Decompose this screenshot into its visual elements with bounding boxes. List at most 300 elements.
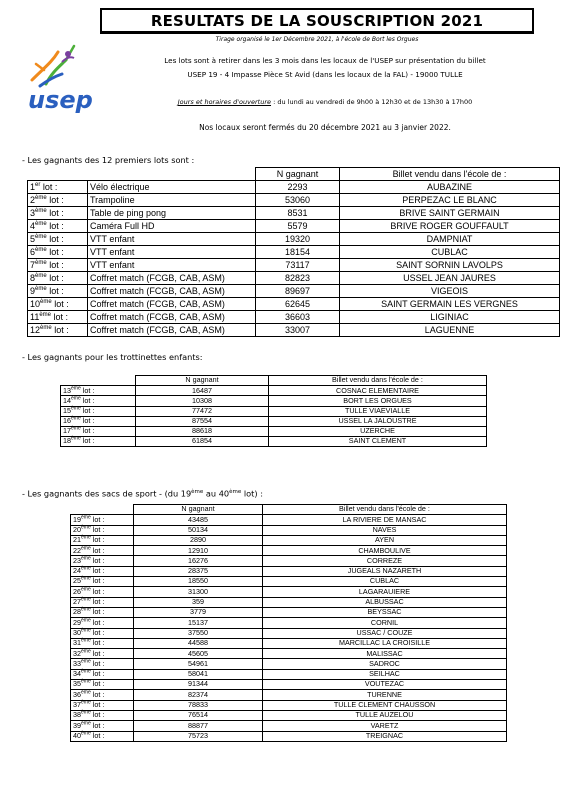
lot-number: 37: [73, 700, 81, 710]
logo-text: usep: [28, 86, 93, 114]
lot-ordinal: ème: [35, 272, 47, 279]
lot-ordinal: ème: [81, 617, 91, 624]
school-name: CUBLAC: [340, 246, 560, 259]
lot-label: [71, 638, 134, 648]
lot-number: 24: [73, 566, 81, 576]
lot-number: 32: [73, 648, 81, 658]
school-name: TULLE AUZELOU: [263, 710, 507, 720]
lot-label: [28, 285, 88, 298]
lot-ordinal: ème: [81, 545, 91, 552]
lot-number: 39: [73, 720, 81, 730]
lot-ordinal: ème: [81, 730, 91, 737]
lot-number: 7: [30, 259, 36, 270]
table-row: [28, 298, 560, 311]
lot-suffix: lot :: [80, 416, 95, 426]
table-row: [71, 597, 507, 607]
school-name: CHAMBOULIVE: [263, 546, 507, 556]
lot-ordinal: ème: [81, 627, 91, 634]
school-name: CUBLAC: [263, 577, 507, 587]
table-header-row: [28, 168, 560, 181]
lot-suffix: lot :: [46, 246, 64, 257]
lot-label: [71, 669, 134, 679]
table-row: [71, 669, 507, 679]
lot-ordinal: ème: [81, 720, 91, 727]
lot-number: 34: [73, 669, 81, 679]
school-name: TULLE VIAEVIALLE: [269, 406, 487, 416]
prize-name: Coffret match (FCGB, CAB, ASM): [88, 285, 256, 298]
lot-ordinal: ème: [35, 220, 47, 227]
school-name: TREIGNAC: [263, 731, 507, 741]
winning-number: 18550: [134, 577, 263, 587]
lot-ordinal: ème: [81, 565, 91, 572]
winning-number: 12910: [134, 546, 263, 556]
lot-number: 5: [30, 233, 36, 244]
lot-label: [71, 577, 134, 587]
lot-number: 17: [63, 426, 71, 436]
winning-number: 37550: [134, 628, 263, 638]
lot-number: 21: [73, 535, 81, 545]
lot-number: 12: [30, 324, 41, 335]
lot-number: 6: [30, 246, 36, 257]
lot-label: [71, 628, 134, 638]
winning-number: 2890: [134, 535, 263, 545]
lot-suffix: lot :: [90, 679, 105, 689]
col-number-header: N gagnant: [136, 376, 269, 386]
school-name: MARCILLAC LA CROISILLE: [263, 638, 507, 648]
prize-name: Trampoline: [88, 194, 256, 207]
col-number-header: N gagnant: [134, 505, 263, 515]
school-name: AYEN: [263, 535, 507, 545]
school-name: VARETZ: [263, 721, 507, 731]
lot-suffix: lot :: [46, 259, 64, 270]
lot-label: [71, 659, 134, 669]
lot-ordinal: ème: [71, 405, 81, 412]
lot-suffix: lot :: [80, 385, 95, 395]
lot-label: [28, 259, 88, 272]
school-name: BORT LES ORGUES: [269, 396, 487, 406]
col-school-header: Billet vendu dans l'école de :: [340, 168, 560, 181]
winning-number: 53060: [256, 194, 340, 207]
school-name: LAGUENNE: [340, 324, 560, 337]
lot-ordinal: ème: [71, 385, 81, 392]
lot-suffix: lot :: [90, 586, 105, 596]
lot-label: [71, 597, 134, 607]
winning-number: 77472: [136, 406, 269, 416]
lot-suffix: lot :: [90, 730, 105, 740]
lot-suffix: lot :: [90, 710, 105, 720]
prize-name: Vélo électrique: [88, 181, 256, 194]
lot-number: 28: [73, 607, 81, 617]
winning-number: 359: [134, 597, 263, 607]
info-address: USEP 19 - 4 Impasse Pièce St Avid (dans les locaux de la FAL) - 19000 TULLE: [187, 70, 463, 79]
col-school-header: Billet vendu dans l'école de :: [269, 376, 487, 386]
lot-suffix: lot :: [46, 194, 64, 205]
lot-ordinal: ème: [71, 415, 81, 422]
prize-name: Table de ping pong: [88, 207, 256, 220]
top-prizes-table: [27, 167, 560, 337]
school-name: VIGEOIS: [340, 285, 560, 298]
lot-number: 15: [63, 405, 71, 415]
prize-name: VTT enfant: [88, 246, 256, 259]
table-header-row: [71, 505, 507, 515]
school-name: TURENNE: [263, 690, 507, 700]
lot-number: 31: [73, 638, 81, 648]
table-row: [71, 690, 507, 700]
lot-suffix: lot :: [90, 514, 105, 524]
sports-bags-table: [70, 504, 507, 742]
info-hours-text: : du lundi au vendredi de 9h00 à 12h30 et de 13h30 à 17h00: [271, 98, 473, 106]
winning-number: 88618: [136, 426, 269, 436]
school-name: SAINT SORNIN LAVOLPS: [340, 259, 560, 272]
winning-number: 54961: [134, 659, 263, 669]
school-name: NAVES: [263, 525, 507, 535]
lot-number: 38: [73, 710, 81, 720]
lot-number: 23: [73, 555, 81, 565]
lot-ordinal: ème: [40, 324, 52, 331]
lot-suffix: lot :: [90, 648, 105, 658]
lot-suffix: lot :: [90, 617, 105, 627]
lot-number: 1: [30, 181, 36, 192]
lot-number: 3: [30, 207, 36, 218]
school-name: LA RIVIERE DE MANSAC: [263, 515, 507, 525]
lot-label: [28, 207, 88, 220]
lot-ordinal: ème: [35, 207, 47, 214]
lot-suffix: lot :: [51, 298, 69, 309]
table-row: [71, 515, 507, 525]
winning-number: 31300: [134, 587, 263, 597]
lot-label: [28, 272, 88, 285]
winning-number: 76514: [134, 710, 263, 720]
lot-label: [71, 690, 134, 700]
lot-suffix: lot :: [80, 405, 95, 415]
school-name: BRIVE SAINT GERMAIN: [340, 207, 560, 220]
lot-ordinal: ème: [81, 555, 91, 562]
lot-ordinal: ème: [81, 709, 91, 716]
school-name: VOUTEZAC: [263, 680, 507, 690]
table-row: [28, 324, 560, 337]
table-row: [71, 700, 507, 710]
lot-label: [28, 298, 88, 311]
winning-number: 44588: [134, 638, 263, 648]
lot-number: 26: [73, 586, 81, 596]
lot-ordinal: ème: [81, 648, 91, 655]
lot-ordinal: ème: [35, 233, 47, 240]
lot-number: 30: [73, 627, 81, 637]
lot-ordinal: ème: [81, 534, 91, 541]
lot-label: [71, 680, 134, 690]
lot-suffix: lot :: [90, 627, 105, 637]
page-subtitle: Tirage organisé le 1er Décembre 2021, à l'école de Bort les Orgues: [215, 36, 419, 43]
winning-number: 45605: [134, 649, 263, 659]
winning-number: 50134: [134, 525, 263, 535]
lot-label: [61, 437, 136, 447]
table-row: [71, 535, 507, 545]
lot-suffix: lot :: [46, 272, 64, 283]
info-pickup: Les lots sont à retirer dans les 3 mois dans les locaux de l'USEP sur présentation du billet: [164, 56, 486, 65]
school-name: CORREZE: [263, 556, 507, 566]
winning-number: 10308: [136, 396, 269, 406]
lot-suffix: lot :: [46, 233, 64, 244]
table-header-row: [61, 376, 487, 386]
lot-ordinal: ème: [39, 311, 52, 318]
winning-number: 18154: [256, 246, 340, 259]
winning-number: 73117: [256, 259, 340, 272]
lot-label: [71, 546, 134, 556]
lot-ordinal: ème: [35, 194, 47, 201]
school-name: MALISSAC: [263, 649, 507, 659]
table-row: [28, 194, 560, 207]
lot-ordinal: ème: [35, 259, 47, 266]
lot-ordinal: ème: [81, 658, 91, 665]
lot-suffix: lot :: [90, 607, 105, 617]
lot-ordinal: ème: [81, 514, 91, 521]
winning-number: 5579: [256, 220, 340, 233]
title-box: [100, 8, 534, 34]
section3-heading: - Les gagnants des sacs de sport - (du 19ème au 40ème lot) :: [22, 488, 263, 499]
lot-number: 29: [73, 617, 81, 627]
table-row: [61, 426, 487, 436]
lot-label: [71, 587, 134, 597]
lot-label: [28, 324, 88, 337]
prize-name: VTT enfant: [88, 233, 256, 246]
lot-ordinal: ème: [40, 298, 52, 305]
lot-ordinal: ème: [81, 606, 91, 613]
lot-number: 9: [30, 285, 36, 296]
table-row: [28, 246, 560, 259]
lot-number: 4: [30, 220, 36, 231]
table-row: [71, 731, 507, 741]
prize-name: Coffret match (FCGB, CAB, ASM): [88, 311, 256, 324]
school-name: USSEL LA JALOUSTRE: [269, 416, 487, 426]
table-row: [71, 680, 507, 690]
lot-number: 2: [30, 194, 36, 205]
lot-label: [28, 220, 88, 233]
info-closure: Nos locaux seront fermés du 20 décembre 2021 au 3 janvier 2022.: [199, 123, 451, 132]
lot-suffix: lot :: [46, 220, 64, 231]
school-name: JUGEALS NAZARETH: [263, 566, 507, 576]
table-row: [61, 406, 487, 416]
lot-number: 33: [73, 658, 81, 668]
lot-suffix: lot :: [90, 566, 105, 576]
lot-number: 35: [73, 679, 81, 689]
winning-number: 3779: [134, 607, 263, 617]
table-row: [71, 525, 507, 535]
table-row: [71, 659, 507, 669]
lot-suffix: lot :: [90, 658, 105, 668]
lot-suffix: lot :: [40, 181, 58, 192]
lot-label: [28, 233, 88, 246]
table-row: [71, 721, 507, 731]
lot-number: 16: [63, 416, 71, 426]
winning-number: 43485: [134, 515, 263, 525]
prize-name: Coffret match (FCGB, CAB, ASM): [88, 298, 256, 311]
lot-label: [28, 246, 88, 259]
info-hours: [110, 97, 540, 107]
winning-number: 19320: [256, 233, 340, 246]
lot-number: 13: [63, 385, 71, 395]
winning-number: 15137: [134, 618, 263, 628]
lot-number: 14: [63, 395, 71, 405]
usep-logo-graphic: [22, 40, 102, 115]
col-number-header: N gagnant: [256, 168, 340, 181]
table-row: [28, 272, 560, 285]
table-row: [61, 437, 487, 447]
lot-ordinal: ème: [81, 596, 91, 603]
lot-label: [28, 311, 88, 324]
school-name: SAINT GERMAIN LES VERGNES: [340, 298, 560, 311]
winning-number: 91344: [134, 680, 263, 690]
winning-number: 61854: [136, 437, 269, 447]
winning-number: 2293: [256, 181, 340, 194]
table-row: [28, 259, 560, 272]
school-name: BEYSSAC: [263, 607, 507, 617]
lot-ordinal: ème: [71, 436, 81, 443]
winning-number: 58041: [134, 669, 263, 679]
lot-suffix: lot :: [80, 436, 95, 446]
lot-label: [71, 607, 134, 617]
lot-label: [71, 649, 134, 659]
table-row: [71, 607, 507, 617]
table-row: [28, 233, 560, 246]
school-name: TULLE CLEMENT CHAUSSON: [263, 700, 507, 710]
table-row: [28, 285, 560, 298]
table-row: [71, 546, 507, 556]
lot-label: [28, 194, 88, 207]
lot-ordinal: ème: [81, 679, 91, 686]
lot-label: [71, 535, 134, 545]
winning-number: 16487: [136, 386, 269, 396]
section1-heading: - Les gagnants des 12 premiers lots sont :: [22, 155, 195, 165]
lot-suffix: lot :: [80, 426, 95, 436]
table-row: [71, 577, 507, 587]
lot-label: [71, 515, 134, 525]
lot-number: 22: [73, 545, 81, 555]
lot-suffix: lot :: [90, 720, 105, 730]
lot-suffix: lot :: [51, 324, 69, 335]
lot-suffix: lot :: [46, 207, 64, 218]
lot-label: [71, 710, 134, 720]
lot-label: [71, 525, 134, 535]
lot-ordinal: ème: [81, 637, 91, 644]
table-row: [28, 311, 560, 324]
school-name: DAMPNIAT: [340, 233, 560, 246]
lot-label: [28, 181, 88, 194]
prize-name: VTT enfant: [88, 259, 256, 272]
lot-ordinal: ème: [71, 425, 81, 432]
lot-number: 11: [30, 311, 40, 322]
table-row: [71, 649, 507, 659]
school-name: SAINT CLEMENT: [269, 437, 487, 447]
lot-label: [71, 731, 134, 741]
winning-number: 62645: [256, 298, 340, 311]
lot-ordinal: ème: [35, 246, 47, 253]
school-name: SADROC: [263, 659, 507, 669]
lot-suffix: lot :: [51, 311, 69, 322]
school-name: LAGARAUIERE: [263, 587, 507, 597]
lot-suffix: lot :: [90, 638, 105, 648]
usep-logo: [22, 40, 102, 115]
lot-suffix: lot :: [90, 535, 105, 545]
school-name: LIGINIAC: [340, 311, 560, 324]
scooters-table: [60, 375, 487, 447]
winning-number: 89697: [256, 285, 340, 298]
lot-number: 19: [73, 514, 81, 524]
winning-number: 36603: [256, 311, 340, 324]
lot-number: 36: [73, 689, 81, 699]
lot-number: 10: [30, 298, 41, 309]
winning-number: 28375: [134, 566, 263, 576]
table-row: [61, 396, 487, 406]
lot-suffix: lot :: [46, 285, 64, 296]
lot-ordinal: ème: [81, 586, 91, 593]
info-hours-label: Jours et horaires d'ouverture: [177, 98, 272, 106]
table-row: [28, 181, 560, 194]
winning-number: 78833: [134, 700, 263, 710]
lot-suffix: lot :: [90, 669, 105, 679]
table-row: [71, 638, 507, 648]
table-row: [71, 618, 507, 628]
lot-suffix: lot :: [90, 700, 105, 710]
lot-suffix: lot :: [90, 597, 105, 607]
lot-ordinal: er: [35, 181, 41, 188]
school-name: UZERCHE: [269, 426, 487, 436]
school-name: USSEL JEAN JAURES: [340, 272, 560, 285]
col-school-header: Billet vendu dans l'école de :: [263, 505, 507, 515]
winning-number: 87554: [136, 416, 269, 426]
lot-suffix: lot :: [80, 395, 95, 405]
table-row: [61, 386, 487, 396]
lot-number: 27: [73, 597, 81, 607]
lot-number: 8: [30, 272, 36, 283]
lot-label: [71, 556, 134, 566]
winning-number: 82823: [256, 272, 340, 285]
page-title: RESULTATS DE LA SOUSCRIPTION 2021: [150, 12, 484, 30]
table-row: [71, 628, 507, 638]
prize-name: Coffret match (FCGB, CAB, ASM): [88, 324, 256, 337]
winning-number: 33007: [256, 324, 340, 337]
table-row: [28, 220, 560, 233]
lot-suffix: lot :: [90, 545, 105, 555]
lot-suffix: lot :: [90, 555, 105, 565]
table-row: [71, 710, 507, 720]
lot-ordinal: ème: [81, 689, 91, 696]
prize-name: Caméra Full HD: [88, 220, 256, 233]
lot-label: [71, 700, 134, 710]
lot-ordinal: ème: [81, 576, 91, 583]
lot-ordinal: ème: [81, 699, 91, 706]
table-row: [28, 207, 560, 220]
school-name: SEILHAC: [263, 669, 507, 679]
lot-number: 40: [73, 730, 81, 740]
winning-number: 16276: [134, 556, 263, 566]
winning-number: 88877: [134, 721, 263, 731]
lot-ordinal: ème: [81, 524, 91, 531]
lot-suffix: lot :: [90, 689, 105, 699]
lot-ordinal: ème: [81, 668, 91, 675]
lot-number: 25: [73, 576, 81, 586]
winning-number: 75723: [134, 731, 263, 741]
table-row: [71, 556, 507, 566]
section2-heading: - Les gagnants pour les trottinettes enfants:: [22, 352, 203, 362]
lot-label: [71, 721, 134, 731]
winning-number: 8531: [256, 207, 340, 220]
lot-ordinal: ème: [71, 395, 81, 402]
lot-number: 20: [73, 524, 81, 534]
school-name: PERPEZAC LE BLANC: [340, 194, 560, 207]
winning-number: 82374: [134, 690, 263, 700]
school-name: USSAC / COUZE: [263, 628, 507, 638]
lot-ordinal: ème: [35, 285, 47, 292]
